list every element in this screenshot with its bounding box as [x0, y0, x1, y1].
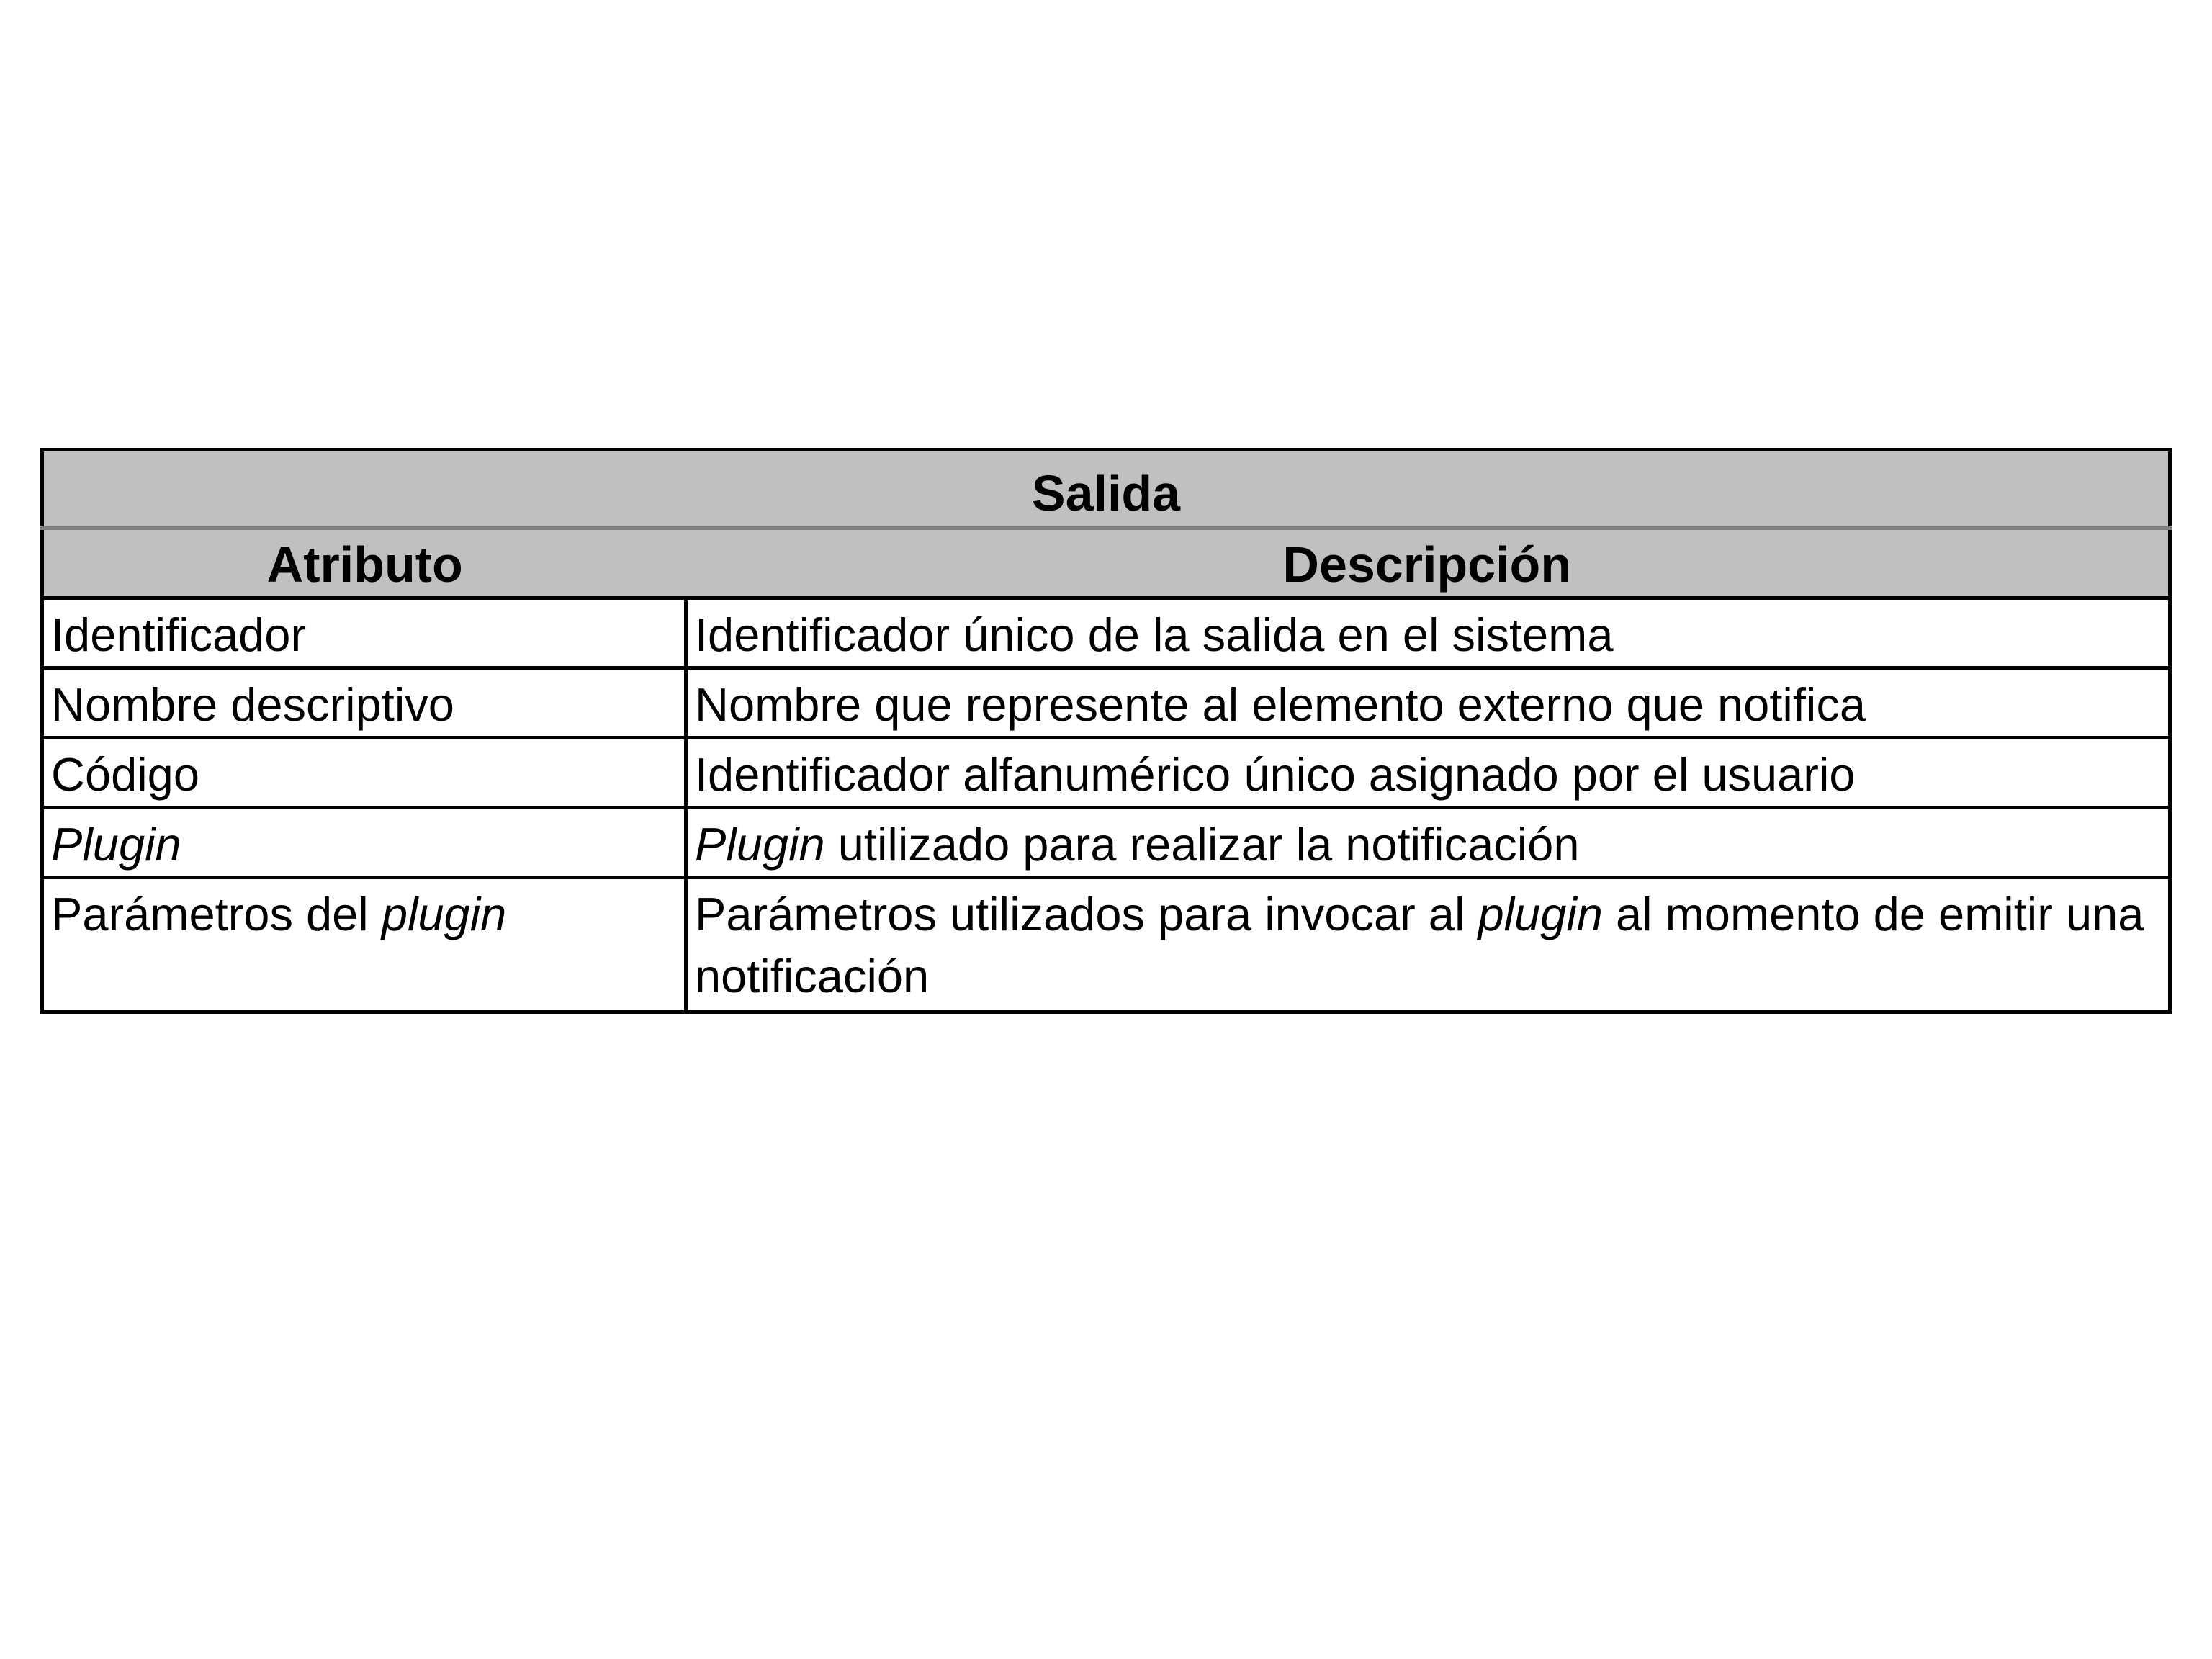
column-header-atributo: Atributo [42, 529, 686, 598]
table-row [42, 668, 2170, 738]
table-title: Salida [42, 450, 2170, 529]
attribute-table-container [40, 448, 2172, 1014]
description-cell [686, 808, 2170, 878]
table-row [42, 808, 2170, 878]
salida-attribute-table [40, 448, 2172, 1014]
description-text: utilizado para realizar la notificación [824, 818, 1580, 871]
description-cell: Nombre que represente al elemento externo que notifica [686, 668, 2170, 738]
attribute-text: Parámetros del [51, 888, 382, 940]
attribute-cell: Código [42, 738, 686, 808]
table-row [42, 598, 2170, 668]
description-cell: Identificador único de la salida en el sistema [686, 598, 2170, 668]
description-italic-text: Plugin [695, 818, 825, 871]
description-text: Parámetros utilizados para invocar al [695, 888, 1478, 940]
description-cell: Identificador alfanumérico único asignado por el usuario [686, 738, 2170, 808]
column-header-descripcion: Descripción [686, 529, 2170, 598]
description-italic-text: plugin [1478, 888, 1603, 940]
table-row [42, 878, 2170, 1012]
table-row [42, 738, 2170, 808]
description-text: al momento de emitir una notificación [695, 888, 2144, 1002]
attribute-cell [42, 808, 686, 878]
attribute-cell [42, 878, 686, 1012]
attribute-italic-text: Plugin [51, 818, 181, 871]
attribute-italic-text: plugin [381, 888, 507, 940]
attribute-cell: Identificador [42, 598, 686, 668]
description-cell [686, 878, 2170, 1012]
table-title-row [42, 450, 2170, 529]
attribute-cell: Nombre descriptivo [42, 668, 686, 738]
table-header-row [42, 529, 2170, 598]
